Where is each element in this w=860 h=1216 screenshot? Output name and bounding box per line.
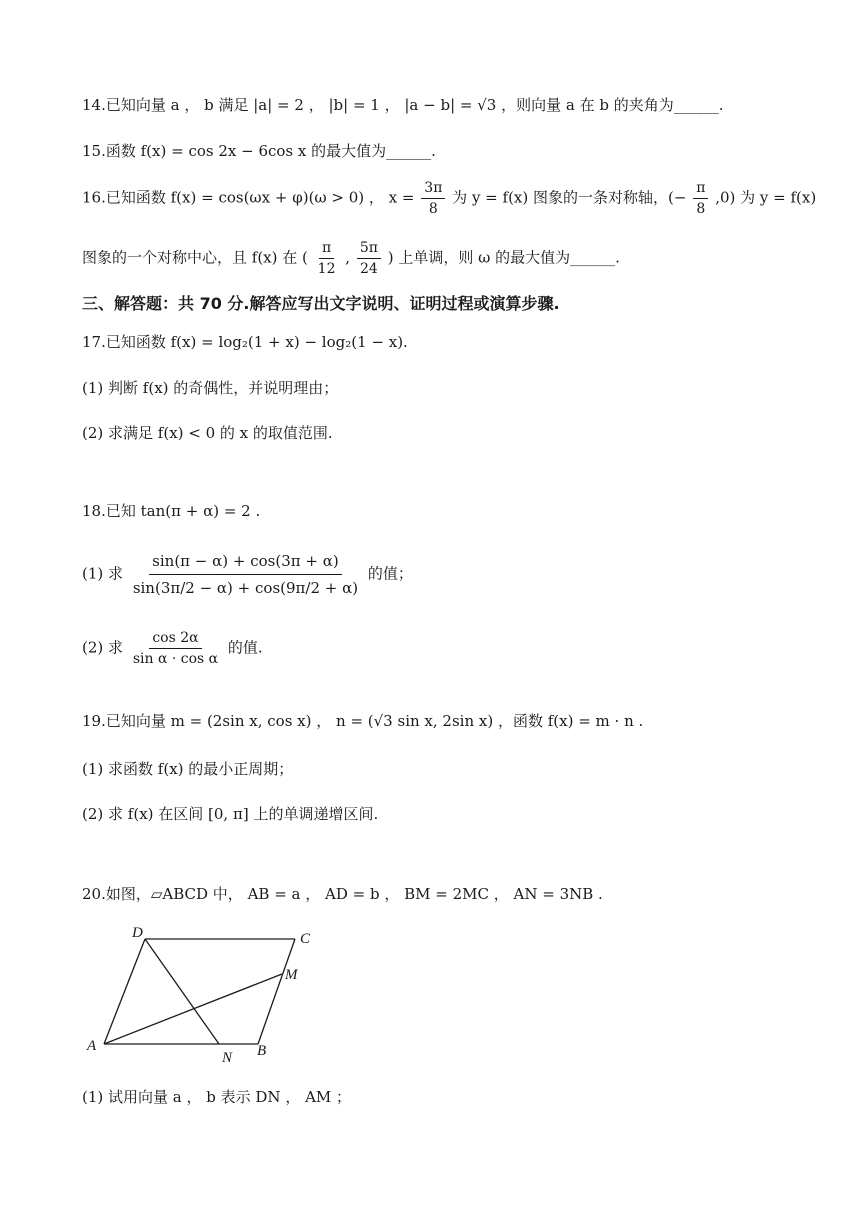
q18-p1-suffix: 的值；	[367, 564, 413, 583]
q16-fraction-5pi-24	[357, 238, 381, 279]
q16-frac1-numerator: 3π	[421, 178, 445, 199]
q16-fraction-3pi-8	[421, 178, 445, 219]
q16-fraction-pi-8	[693, 178, 708, 219]
question-16-line1	[82, 178, 817, 219]
q18-p1-numerator: sin(π − α) + cos(3π + α)	[149, 548, 342, 575]
q16-text-4: 图象的一个对称中心，且 f(x) 在 (	[82, 248, 308, 267]
q16-text-5: ) 上单调，则 ω 的最大值为______.	[387, 248, 620, 267]
question-14: 14.已知向量 a ， b 满足 |a| = 2 ， |b| = 1 ， |a − b| = √3 ，则向量 a 在 b 的夹角为______.	[82, 96, 724, 114]
section-3-heading: 三、解答题：共 70 分.解答应写出文字说明、证明过程或演算步骤.	[82, 294, 560, 313]
label-M: M	[285, 967, 298, 983]
q18-p2-suffix: 的值.	[227, 638, 263, 657]
q16-frac3-numerator: π	[319, 238, 334, 259]
q16-frac1-denominator: 8	[428, 201, 438, 217]
q16-frac4-denominator: 24	[359, 261, 378, 277]
question-19-stem: 19.已知向量 m = (2sin x, cos x) ， n = (√3 sin x, 2sin x) ，函数 f(x) = m · n .	[82, 712, 644, 730]
q16-frac2-denominator: 8	[696, 201, 706, 217]
q18-p2-fraction	[130, 628, 221, 669]
label-A: A	[87, 1038, 97, 1054]
segment-AM	[104, 974, 282, 1044]
q18-p1-fraction	[130, 548, 361, 601]
question-18-part1	[82, 548, 800, 601]
question-20-stem: 20.如图，▱ABCD 中， AB = a ， AD = b ， BM = 2MC ， AN = 3NB .	[82, 885, 603, 903]
q18-p1-denominator: sin(3π/2 − α) + cos(9π/2 + α)	[132, 579, 359, 597]
label-N: N	[222, 1050, 233, 1066]
question-15: 15.函数 f(x) = cos 2x − 6cos x 的最大值为______.	[82, 142, 436, 160]
q18-p2-prefix: (2) 求	[82, 638, 124, 657]
q16-frac3-denominator: 12	[317, 261, 336, 277]
question-17-part1: (1) 判断 f(x) 的奇偶性，并说明理由；	[82, 379, 339, 397]
q16-text-1: 16.已知函数 f(x) = cos(ωx + φ)(ω > 0) ， x =	[82, 188, 415, 207]
segment-BC	[258, 939, 295, 1044]
figure-lines	[104, 939, 295, 1044]
q16-fraction-pi-12	[315, 238, 339, 279]
q16-text-2: 为 y = f(x) 图象的一条对称轴，(−	[452, 188, 687, 207]
segment-DN	[145, 939, 219, 1044]
q18-p2-denominator: sin α · cos α	[132, 651, 219, 667]
question-20-part1: (1) 试用向量 a ， b 表示 DN ， AM ；	[82, 1088, 352, 1106]
question-17-part2: (2) 求满足 f(x) < 0 的 x 的取值范围.	[82, 424, 333, 442]
question-16-line2	[82, 238, 800, 279]
q16-comma: ,	[345, 248, 351, 267]
q18-p2-numerator: cos 2α	[149, 628, 201, 649]
label-C: C	[300, 931, 311, 947]
parallelogram-figure	[82, 918, 332, 1068]
q16-frac4-numerator: 5π	[357, 238, 381, 259]
q18-p1-prefix: (1) 求	[82, 564, 124, 583]
q16-frac2-numerator: π	[693, 178, 708, 199]
question-18-stem: 18.已知 tan(π + α) = 2 .	[82, 502, 261, 520]
question-19-part2: (2) 求 f(x) 在区间 [0, π] 上的单调递增区间.	[82, 805, 379, 823]
question-17-stem: 17.已知函数 f(x) = log₂(1 + x) − log₂(1 − x).	[82, 333, 408, 351]
q16-text-3: ,0) 为 y = f(x)	[715, 188, 817, 207]
question-19-part1: (1) 求函数 f(x) 的最小正周期；	[82, 760, 294, 778]
segment-DA	[104, 939, 145, 1044]
label-B: B	[257, 1043, 267, 1059]
label-D: D	[132, 925, 143, 941]
question-18-part2	[82, 628, 800, 669]
